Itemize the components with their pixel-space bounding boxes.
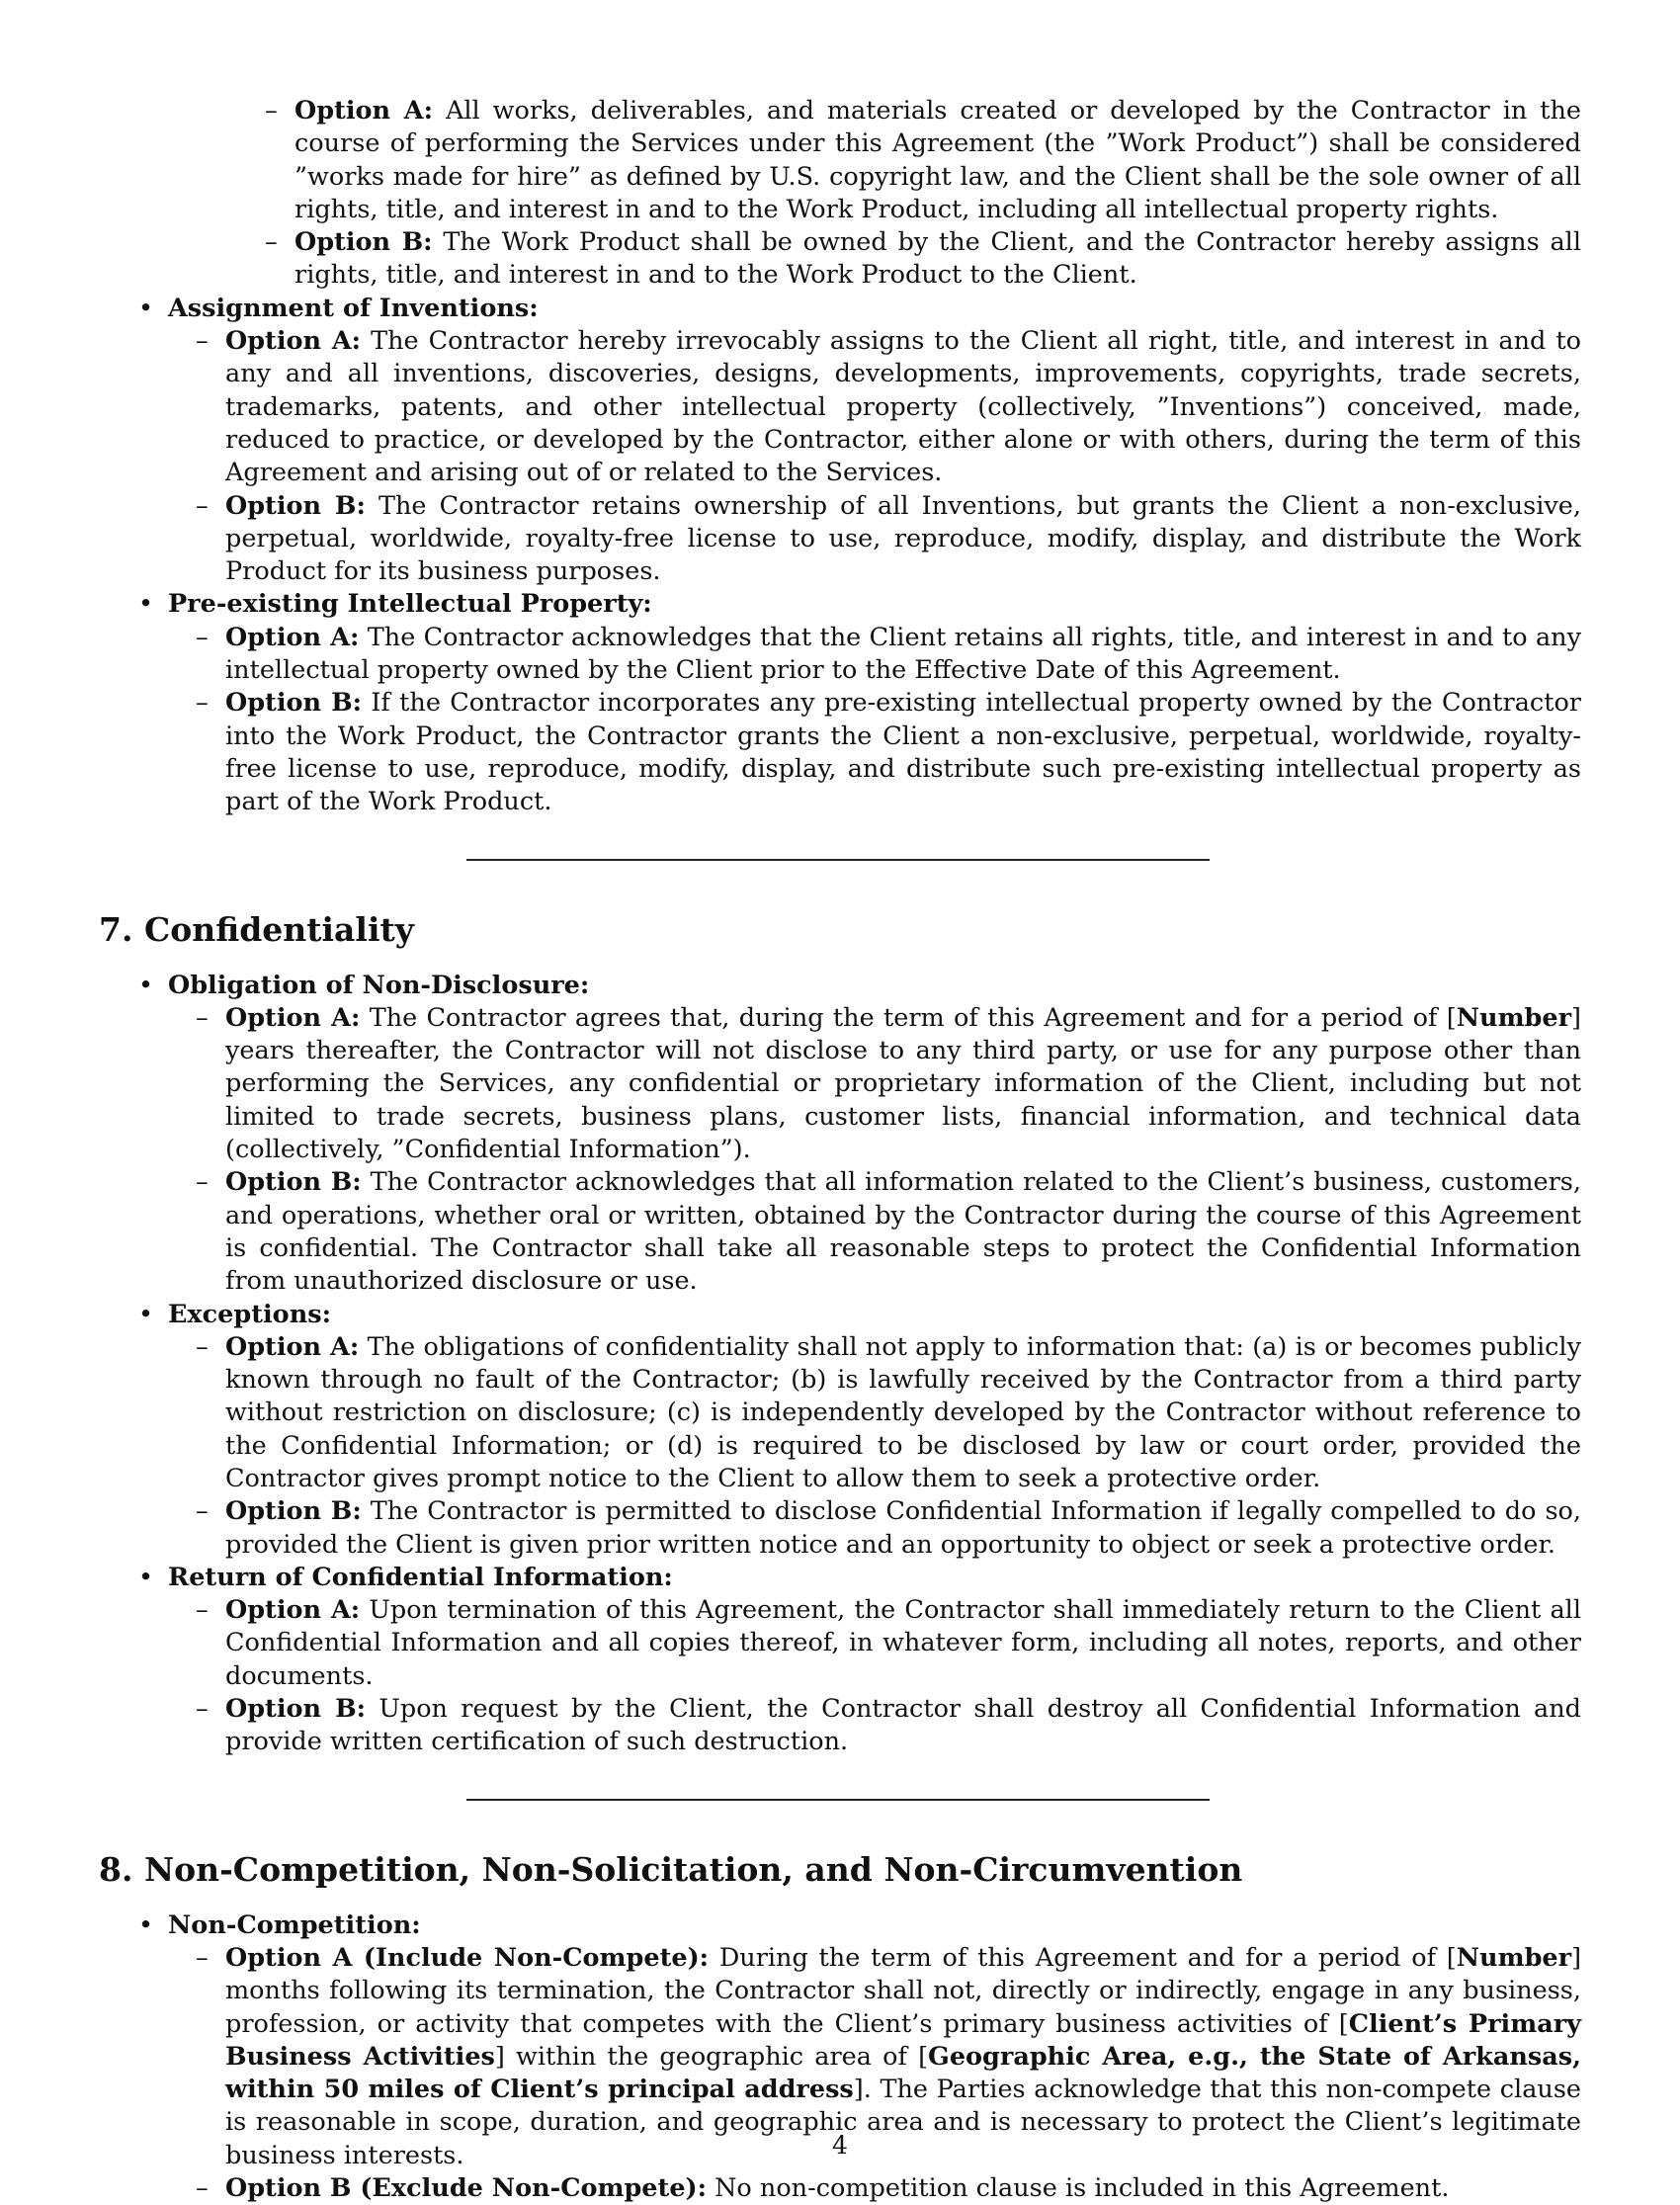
option-label: Option B: [225,490,366,521]
option-text: All works, deliverables, and materials created or developed by the Contractor in the course of performing the Services under this Agreement (the ”Work Product”) shall be considered ”works made for hire” as defined by U.S. copyright law, and the Client shall be the sole owner of all rights, title, and interest in and to the Work Product, including all intellectual property rights. [294,96,1582,224]
option-label: Option A: [225,1595,361,1626]
option-text: ] within the geographic area of [ [494,2041,929,2072]
option-item [99,490,1581,589]
section-heading-confidentiality: 7. Confidentiality [99,909,414,949]
dash-marker: – [196,1694,209,1725]
option-text: If the Contractor incorporates any pre-existing intellectual property owned by the Contractor into the Work Product, the Contractor grants the Client a non-exclusive, perpetual, worldwide, royalty-free license to use, reproduce, modify, display, and distribute such pre-existing intellectual property as part of the Work Product. [225,688,1581,817]
option-text: During the term of this Agreement and for a period of [ [709,1942,1457,1973]
option-label: Option B: [294,227,433,258]
section-heading-non-competition: 8. Non-Competition, Non-Solicitation, and Non-Circumvention [99,1849,1243,1889]
option-item [99,1331,1581,1495]
option-label: Option A: [225,1002,361,1033]
exceptions-options [168,1331,1581,1562]
bullet-marker: • [138,1562,154,1592]
option-label: Option A: [294,96,433,126]
section-divider [466,1799,1210,1801]
dash-marker: – [196,688,209,719]
page-number: 4 [832,2131,848,2160]
bullet-marker: • [138,293,154,323]
option-text: ] months following its termination, the Contractor shall not, directly or indirectly, engage in any business, profession, or activity that competes with the Client’s primary business activities of [ [225,1942,1582,2039]
dash-marker: – [265,227,278,258]
option-label: Option B: [225,1167,362,1198]
option-item [99,1693,1581,1759]
dash-marker: – [196,1595,209,1626]
bullet-marker: • [138,970,154,1000]
subsection-heading: Exceptions: [168,1299,332,1329]
bullet-marker: • [138,1909,154,1940]
option-item [99,1166,1581,1298]
dash-marker: – [196,1167,209,1198]
inventions-options [168,325,1581,588]
dash-marker: – [196,2173,209,2204]
subsection-heading: Pre-existing Intellectual Property: [168,589,652,620]
list-item-pre-existing-ip [99,588,1581,818]
dash-marker: – [196,490,209,521]
option-text: The Contractor acknowledges that all information related to the Client’s business, customers, and operations, whether oral or written, obtained by the Contractor during the course of this Agreement is confidential. The Contractor shall take all reasonable steps to protect the Confidential Information from unauthorized disclosure or use. [225,1167,1581,1297]
option-text: The Contractor hereby irrevocably assigns to the Client all right, title, and interest in and to any and all inventions, discoveries, designs, developments, improvements, copyrights, trade secrets, trademarks, patents, and other intellectual property (collectively, ”Inventions”) conceived, made, reduced to practice, or developed by the Contractor, either alone or with others, during the term of this Agreement and arising out of or related to the Services. [225,326,1581,488]
list-item-non-disclosure [99,970,1581,1299]
option-label: Option A (Include Non-Compete): [225,1942,710,1973]
option-item [99,1002,1581,1166]
option-text: ] years thereafter, the Contractor will not disclose to any third party, or use for any purpose other than performing the Services, any confidential or proprietary information of the Client, including but not limited to trade secrets, business plans, customer lists, financial information, and technical data (collectively, ”Confidential Information”). [225,1002,1581,1165]
bullet-marker: • [138,589,154,620]
list-item-return-of-info [99,1562,1581,1759]
option-item [168,95,1581,226]
placeholder-field: Client’s Primary Business Activities [225,2008,1581,2072]
dash-marker: – [196,1496,209,1527]
list-item-exceptions [99,1299,1581,1562]
section-divider [466,859,1210,861]
work-product-options [168,95,1581,293]
pre-existing-ip-options [168,622,1581,819]
option-text: The Work Product shall be owned by the Client, and the Contractor hereby assigns all rights, title, and interest in and to the Work Product to the Client. [294,227,1581,291]
option-text: ]. The Parties acknowledge that this non-compete clause is reasonable in scope, duration, and geographic area and is necessary to protect the Client’s legitimate business interests. [225,2075,1581,2170]
option-label: Option B: [225,688,363,719]
option-item [168,226,1581,293]
option-item [99,1594,1581,1693]
dash-marker: – [196,1002,209,1033]
option-text: Upon termination of this Agreement, the Contractor shall immediately return to the Client all Confidential Information and all copies thereof, in whatever form, including all notes, reports, and other documents. [225,1595,1581,1691]
dash-marker: – [196,1331,209,1362]
subsection-heading: Obligation of Non-Disclosure: [168,970,590,1000]
option-item [99,2172,1581,2205]
option-label: Option B: [225,1496,362,1527]
option-label: Option A: [225,622,360,652]
option-label: Option A: [225,1331,360,1362]
option-text: The Contractor agrees that, during the term of this Agreement and for a period of [ [360,1002,1457,1033]
list-item-non-competition [99,1909,1581,2205]
placeholder-field: Geographic Area, e.g., the State of Arkansas, within 50 miles of Client’s principal address [225,2041,1581,2105]
subsection-heading: Assignment of Inventions: [168,293,539,323]
dash-marker: – [265,96,278,126]
list-item-assignment-of-inventions [99,293,1581,589]
bullet-marker: • [138,1299,154,1329]
option-label: Option A: [225,326,362,357]
option-label: Option B (Exclude Non-Compete): [225,2173,708,2204]
dash-marker: – [196,326,209,357]
page-content [99,95,1581,2205]
return-info-options [168,1594,1581,1758]
option-item [99,1495,1581,1562]
option-item [99,325,1581,489]
option-text: The Contractor is permitted to disclose Confidential Information if legally compelled to do so, provided the Client is given prior written notice and an opportunity to object or seek a protective order. [225,1496,1581,1560]
option-text: No non-competition clause is included in this Agreement. [707,2173,1450,2204]
placeholder-field: Number [1456,1942,1572,1973]
non-competition-options [168,1942,1581,2205]
option-label: Option B: [225,1694,367,1725]
dash-marker: – [196,1942,209,1973]
option-text: The Contractor retains ownership of all Inventions, but grants the Client a non-exclusive, perpetual, worldwide, royalty-free license to use, reproduce, modify, display, and distribute the Work Product for its business purposes. [225,490,1581,587]
placeholder-field: Number [1456,1002,1572,1033]
option-item [99,622,1581,688]
option-text: The Contractor acknowledges that the Client retains all rights, title, and interest in and to any intellectual property owned by the Client prior to the Effective Date of this Agreement. [225,622,1581,686]
option-item [99,687,1581,818]
subsection-heading: Non-Competition: [168,1909,421,1940]
dash-marker: – [196,622,209,652]
non-disclosure-options [168,1002,1581,1299]
option-text: Upon request by the Client, the Contractor shall destroy all Confidential Information and provide written certification of such destruction. [225,1694,1581,1757]
subsection-heading: Return of Confidential Information: [168,1562,673,1592]
option-text: The obligations of confidentiality shall not apply to information that: (a) is or becomes publicly known through no fault of the Contractor; (b) is lawfully received by the Contractor from a third party without restriction on disclosure; (c) is independently developed by the Contractor without reference to the Confidential Information; or (d) is required to be disclosed by law or court order, provided the Contractor gives prompt notice to the Client to allow them to seek a protective order. [225,1331,1581,1493]
list-item-work-product [99,95,1581,293]
